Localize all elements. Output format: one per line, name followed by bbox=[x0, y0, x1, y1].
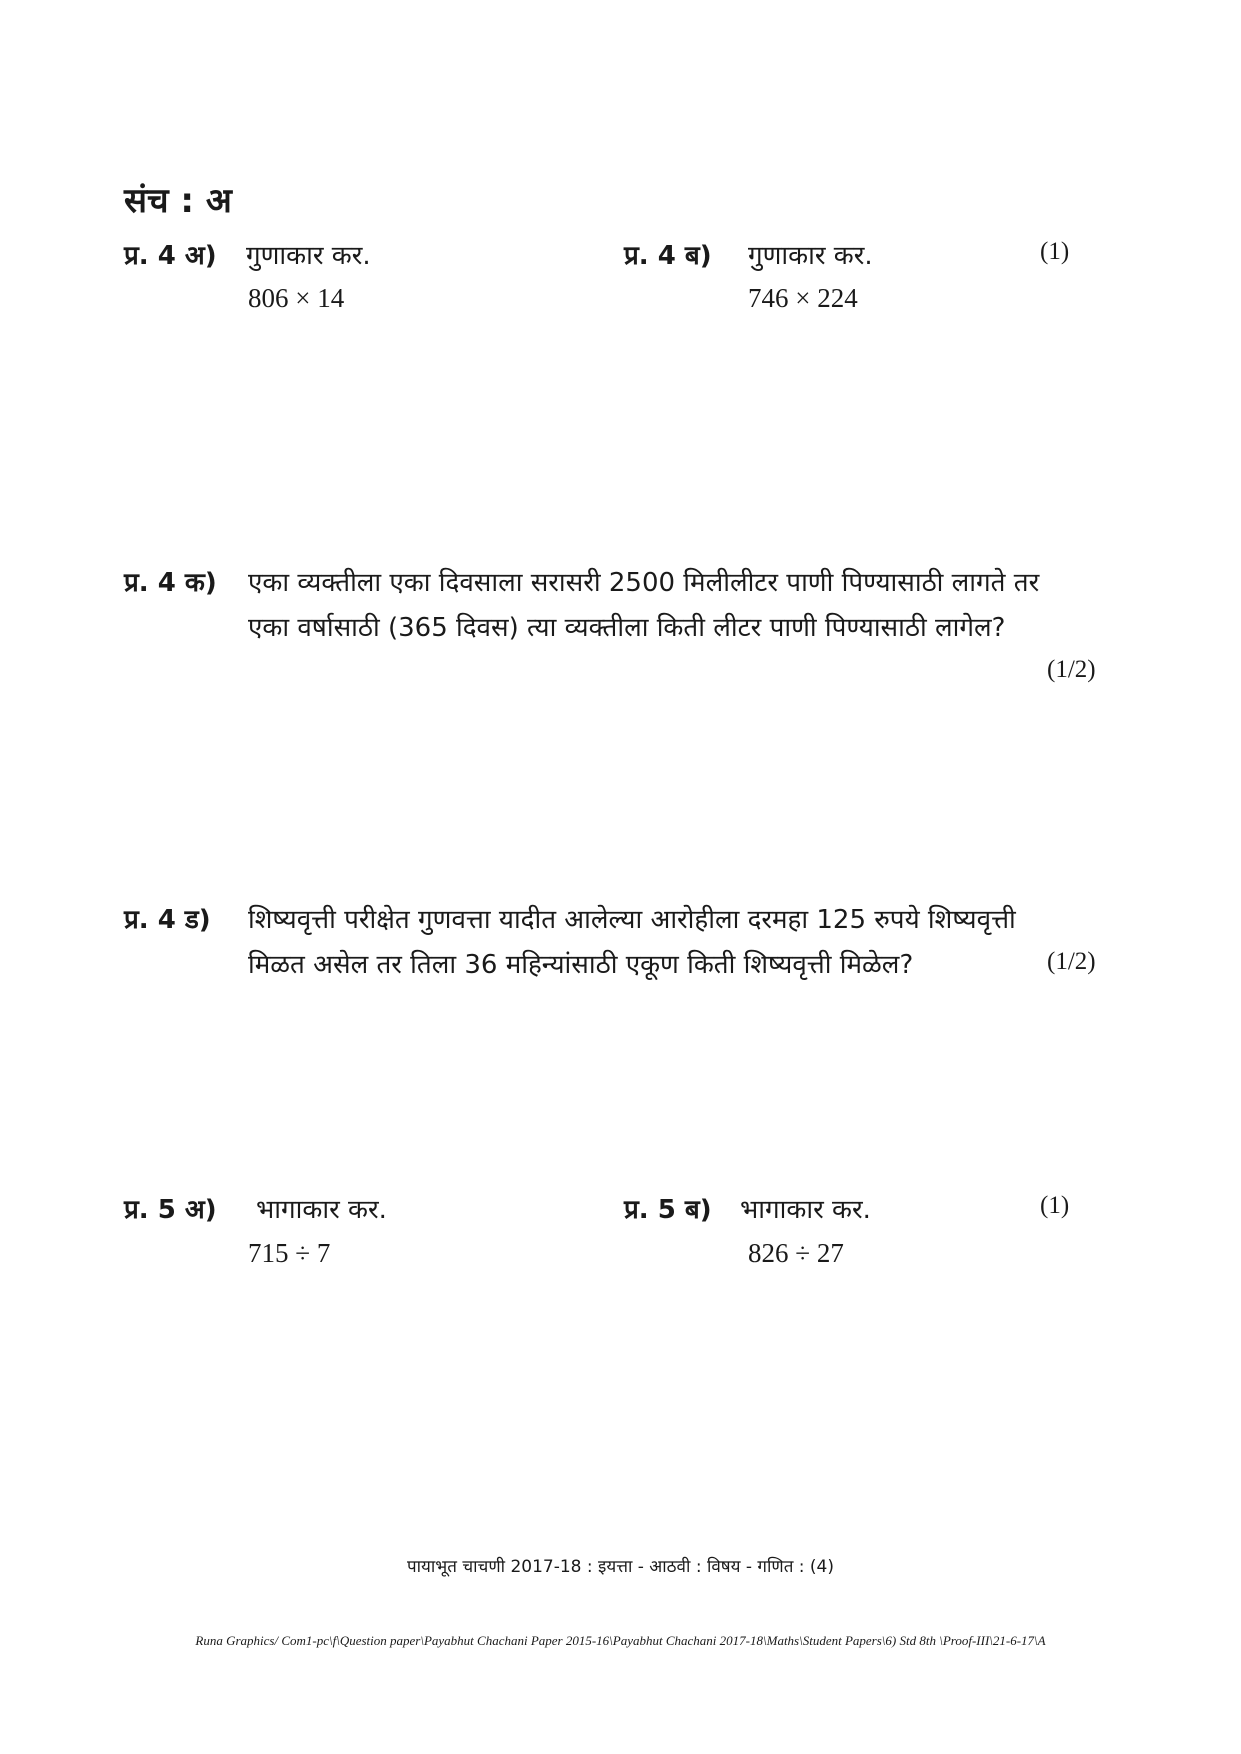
q4d-line2: मिळत असेल तर तिला 36 महिन्यांसाठी एकूण किती शिष्यवृत्ती मिळेल? bbox=[248, 950, 914, 980]
q5a-instruction: भागाकार कर. bbox=[256, 1195, 387, 1225]
q5b-label: प्र. 5 ब) bbox=[624, 1195, 712, 1225]
q5b-expression: 826 ÷ 27 bbox=[748, 1238, 844, 1268]
q4b-marks: (1) bbox=[1040, 238, 1070, 265]
q5b-instruction: भागाकार कर. bbox=[740, 1195, 871, 1225]
set-heading: संच : अ bbox=[124, 181, 232, 221]
q4c-label: प्र. 4 क) bbox=[124, 568, 217, 598]
q4a-expression: 806 × 14 bbox=[248, 283, 345, 313]
page-footer: पायाभूत चाचणी 2017-18 : इयत्ता - आठवी : विषय - गणित : (4) bbox=[406, 1557, 834, 1577]
q4c-line2: एका वर्षासाठी (365 दिवस) त्या व्यक्तीला किती लीटर पाणी पिण्यासाठी लागेल? bbox=[248, 613, 1006, 643]
q4c-line1: एका व्यक्तीला एका दिवसाला सरासरी 2500 मिलीलीटर पाणी पिण्यासाठी लागते तर bbox=[248, 568, 1040, 598]
q4b-expression: 746 × 224 bbox=[748, 283, 858, 313]
q5b-marks: (1) bbox=[1040, 1192, 1070, 1219]
q4a-instruction: गुणाकार कर. bbox=[246, 241, 371, 271]
q4a-label: प्र. 4 अ) bbox=[124, 241, 217, 271]
file-path-note: Runa Graphics/ Com1-pc\f\Question paper\Payabhut Chachani Paper 2015-16\Payabhut Chachani 2017-18\Maths\Student Papers\6) Std 8th \Proof-III\21-6-17\A bbox=[195, 1633, 1046, 1648]
q4c-marks: (1/2) bbox=[1047, 656, 1096, 683]
q5a-label: प्र. 5 अ) bbox=[124, 1195, 217, 1225]
q4d-marks: (1/2) bbox=[1047, 948, 1096, 975]
q5a-expression: 715 ÷ 7 bbox=[248, 1238, 331, 1268]
q4b-label: प्र. 4 ब) bbox=[624, 241, 712, 271]
q4d-label: प्र. 4 ड) bbox=[124, 905, 211, 935]
q4b-instruction: गुणाकार कर. bbox=[748, 241, 873, 271]
q4d-line1: शिष्यवृत्ती परीक्षेत गुणवत्ता यादीत आलेल्या आरोहीला दरमहा 125 रुपये शिष्यवृत्ती bbox=[248, 905, 1016, 935]
